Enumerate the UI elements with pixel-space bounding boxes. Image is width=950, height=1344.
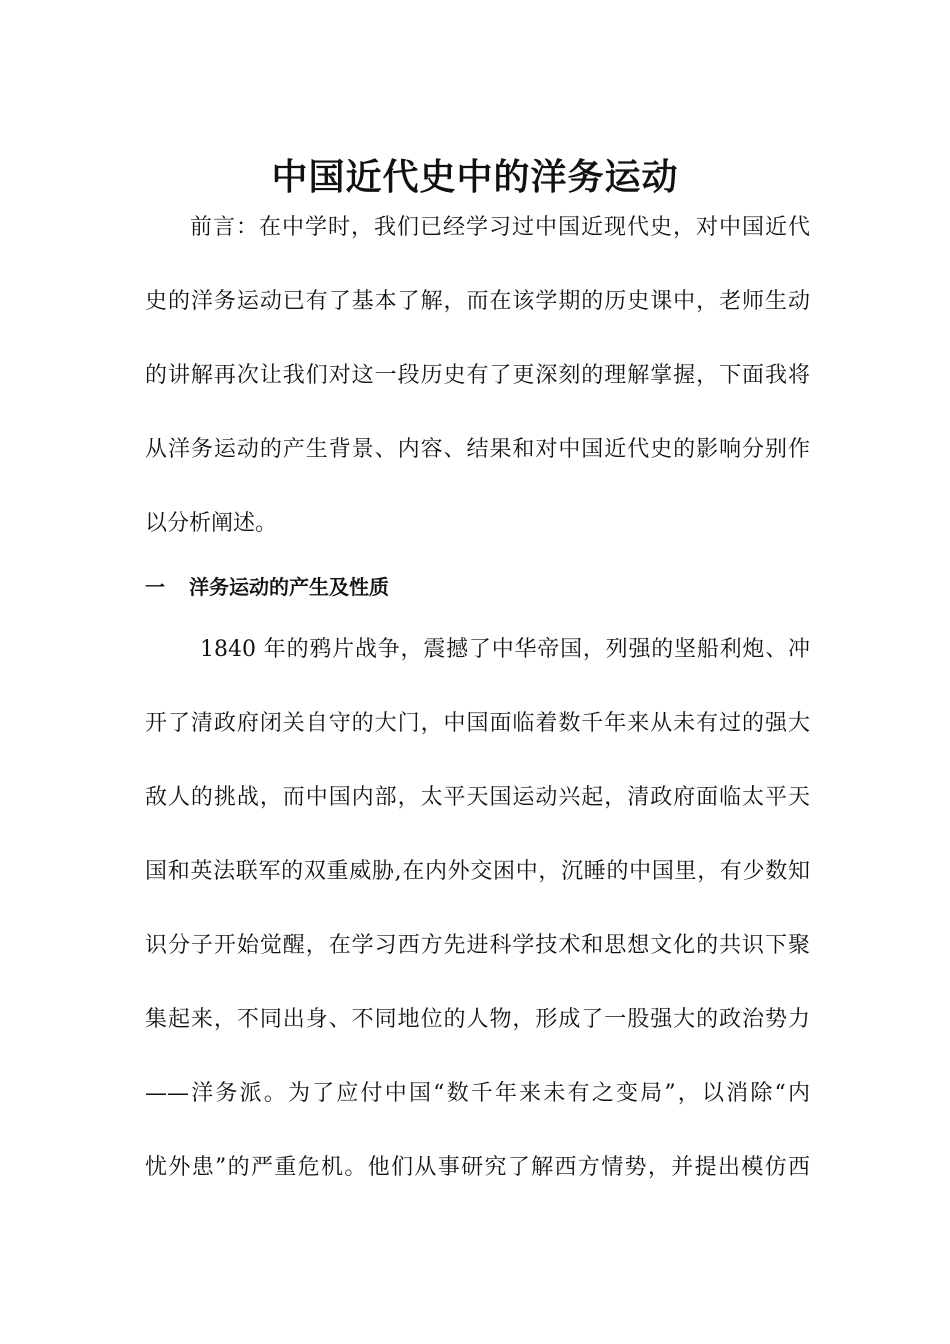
preface-line: 史的洋务运动已有了基本了解，而在该学期的历史课中，老师生动: [145, 289, 810, 314]
body-line: 敌人的挑战，而中国内部，太平天国运动兴起，清政府面临太平天: [145, 785, 810, 810]
preface-line: 的讲解再次让我们对这一段历史有了更深刻的理解掌握，下面我将: [145, 363, 810, 388]
body-line: 识分子开始觉醒，在学习西方先进科学技术和思想文化的共识下聚: [145, 933, 810, 958]
section-number: 一: [145, 575, 165, 599]
preface-line: 前言：在中学时，我们已经学习过中国近现代史，对中国近代: [190, 215, 810, 240]
body-line: 1840 年的鸦片战争，震撼了中华帝国，列强的坚船利炮、冲: [200, 637, 810, 662]
preface-line: 从洋务运动的产生背景、内容、结果和对中国近代史的影响分别作: [145, 437, 810, 462]
body-line: 集起来，不同出身、不同地位的人物，形成了一股强大的政治势力: [145, 1007, 810, 1032]
body-line: 开了清政府闭关自守的大门，中国面临着数千年来从未有过的强大: [145, 711, 810, 736]
body-line: 国和英法联军的双重威胁,在内外交困中，沉睡的中国里，有少数知: [145, 859, 810, 884]
document-title: 中国近代史中的洋务运动: [271, 157, 679, 198]
section-heading-text: 洋务运动的产生及性质: [189, 575, 389, 599]
body-line: 忧外患”的严重危机。他们从事研究了解西方情势，并提出模仿西: [145, 1155, 810, 1180]
body-line: ——洋务派。为了应付中国“数千年来未有之变局”，以消除“内: [145, 1081, 810, 1106]
section-heading: [145, 569, 389, 605]
preface-line: 以分析阐述。: [145, 511, 278, 536]
